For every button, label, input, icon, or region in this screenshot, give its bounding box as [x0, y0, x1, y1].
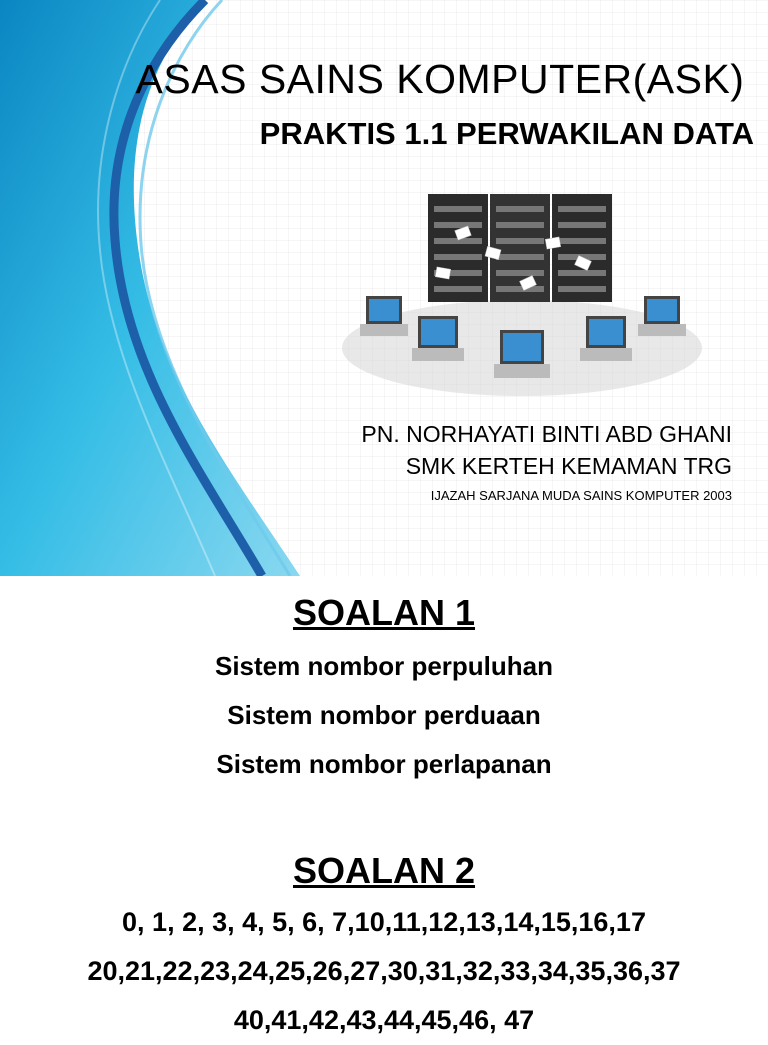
- soalan-2-line: 0, 1, 2, 3, 4, 5, 6, 7,10,11,12,13,14,15,16,17: [122, 907, 646, 937]
- soalan-1-heading: SOALAN 1: [292, 592, 476, 633]
- soalan-1-line: Sistem nombor perduaan: [227, 700, 541, 730]
- soalan-1-line: Sistem nombor perpuluhan: [214, 651, 554, 681]
- slide-subtitle: PRAKTIS 1.1 PERWAKILAN DATA: [259, 116, 754, 151]
- author-degree: IJAZAH SARJANA MUDA SAINS KOMPUTER 2003: [430, 488, 732, 503]
- soalan-2-section: [0, 850, 768, 1045]
- slide-title: ASAS SAINS KOMPUTER(ASK): [135, 56, 745, 102]
- soalan-2-line: 20,21,22,23,24,25,26,27,30,31,32,33,34,35,36,37: [87, 956, 681, 986]
- author-school: SMK KERTEH KEMAMAN TRG: [405, 453, 732, 479]
- server-network-illustration: [336, 188, 708, 402]
- soalan-1-line: Sistem nombor perlapanan: [216, 749, 552, 779]
- soalan-2-heading: SOALAN 2: [292, 850, 476, 891]
- soalan-2-line: 40,41,42,43,44,45,46, 47: [233, 1005, 535, 1035]
- author-block: [361, 418, 732, 510]
- soalan-1-section: [0, 592, 768, 789]
- author-name: PN. NORHAYATI BINTI ABD GHANI: [361, 421, 732, 447]
